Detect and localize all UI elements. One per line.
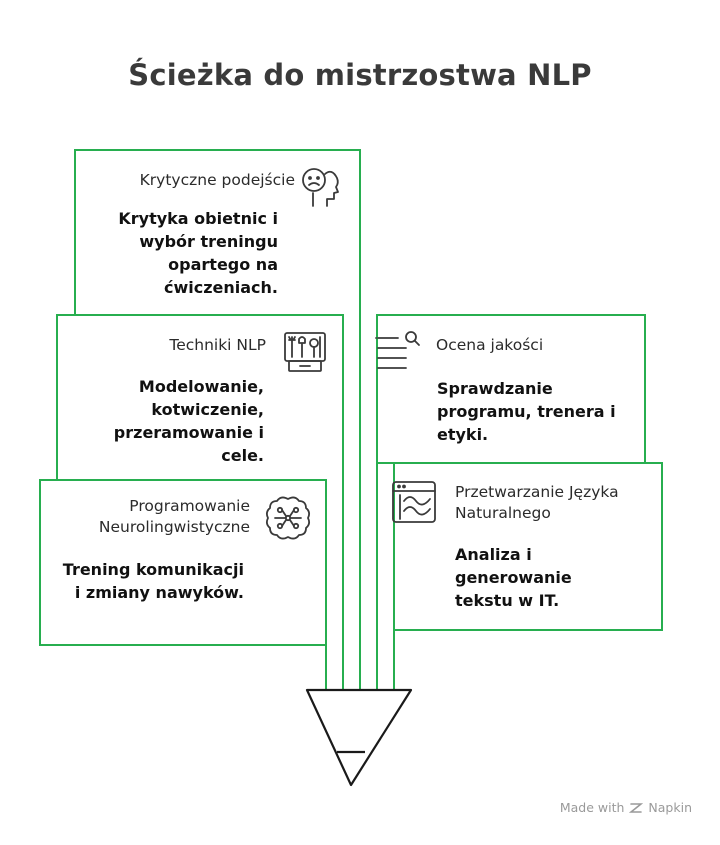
footer-watermark	[560, 800, 692, 815]
brain-circuit-icon	[263, 493, 313, 547]
page-title: Ścieżka do mistrzostwa NLP	[128, 58, 592, 92]
funnel-icon	[307, 690, 411, 785]
footer-brand: Napkin	[648, 800, 692, 815]
toolbox-icon	[282, 329, 328, 379]
card-desc-critical-approach: Krytyka obietnic i wybór treningu opartego na ćwiczeniach.	[118, 209, 278, 297]
napkin-logo-icon	[629, 801, 643, 815]
card-label-nlp-techniques: Techniki NLP	[169, 336, 266, 354]
card-desc-neurolinguistic-programming: Trening komunikacji i zmiany nawyków.	[62, 560, 244, 602]
card-desc-natural-language-processing: Analiza i generowanie tekstu w IT.	[455, 545, 572, 610]
footer-made-with: Made with	[559, 800, 625, 815]
critical-thinking-head-icon	[299, 166, 345, 214]
card-label-neurolinguistic-programming: Programowanie Neurolingwistyczne	[98, 497, 250, 536]
card-desc-nlp-techniques: Modelowanie, kotwiczenie, przeramowanie i cele.	[113, 377, 264, 465]
card-desc-quality-assessment: Sprawdzanie programu, trenera i etyki.	[437, 379, 616, 444]
card-label-natural-language-processing: Przetwarzanie Języka Naturalnego	[455, 483, 619, 522]
card-label-quality-assessment: Ocena jakości	[436, 336, 544, 354]
search-list-icon	[372, 330, 422, 380]
waveform-window-icon	[390, 479, 438, 529]
card-label-critical-approach: Krytyczne podejście	[139, 171, 295, 189]
